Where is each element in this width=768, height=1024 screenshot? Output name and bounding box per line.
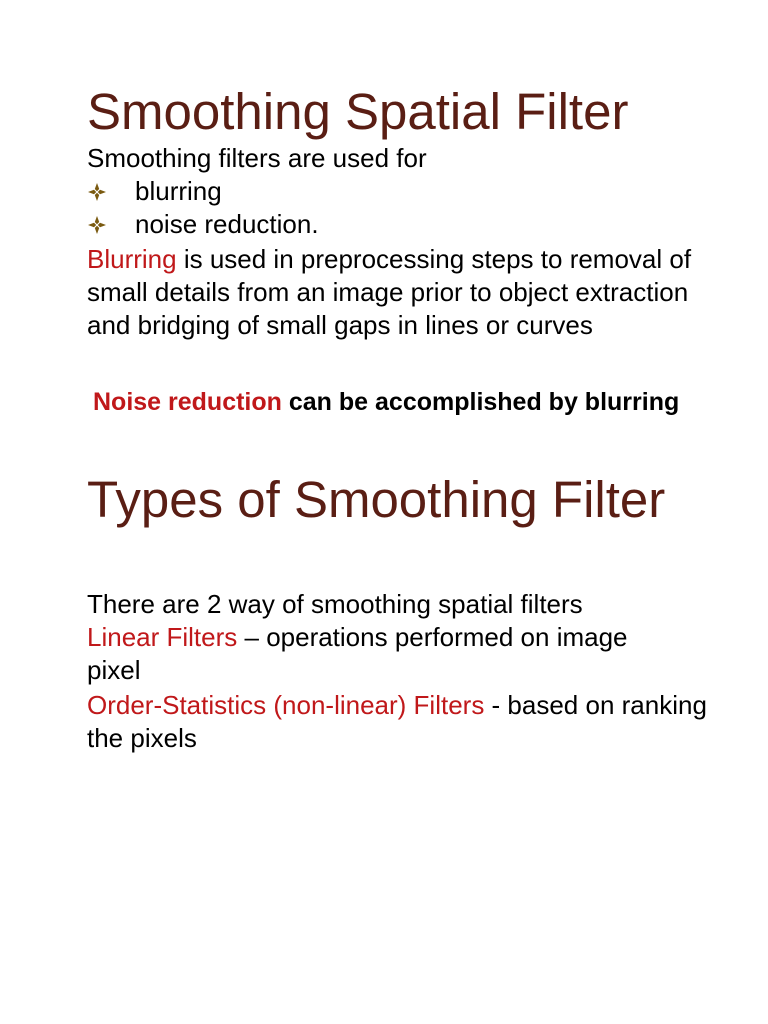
blurring-paragraph <box>87 243 707 342</box>
section-title-types-of-smoothing-filter: Types of Smoothing Filter <box>87 471 666 528</box>
order-statistics-term: Order-Statistics (non-linear) Filters <box>87 690 485 720</box>
linear-filters-paragraph <box>87 621 687 687</box>
blurring-term: Blurring <box>87 244 177 274</box>
list-item-label: noise reduction. <box>135 209 319 239</box>
linear-filters-description: – operations performed on image pixel <box>87 622 628 685</box>
diamond-bullet-icon <box>87 215 107 235</box>
order-statistics-description: - based on ranking the pixels <box>87 690 707 753</box>
order-statistics-paragraph <box>87 689 707 755</box>
blurring-description: is used in preprocessing steps to removal of small details from an image prior to object extraction and bridging of small gaps in lines or curves <box>87 244 692 340</box>
intro-text: Smoothing filters are used for <box>87 143 427 173</box>
noise-reduction-description: can be accomplished by blurring <box>281 388 680 416</box>
noise-reduction-term: Noise reduction <box>93 388 282 416</box>
list-item <box>87 208 319 241</box>
noise-reduction-paragraph <box>93 386 723 419</box>
diamond-bullet-icon <box>87 182 107 202</box>
linear-filters-term: Linear Filters <box>87 622 238 652</box>
list-item <box>87 175 319 208</box>
section-title-smoothing-spatial-filter: Smoothing Spatial Filter <box>87 83 629 140</box>
list-item-label: blurring <box>135 176 222 206</box>
types-intro-text: There are 2 way of smoothing spatial filters <box>87 589 583 619</box>
uses-list <box>87 175 319 241</box>
